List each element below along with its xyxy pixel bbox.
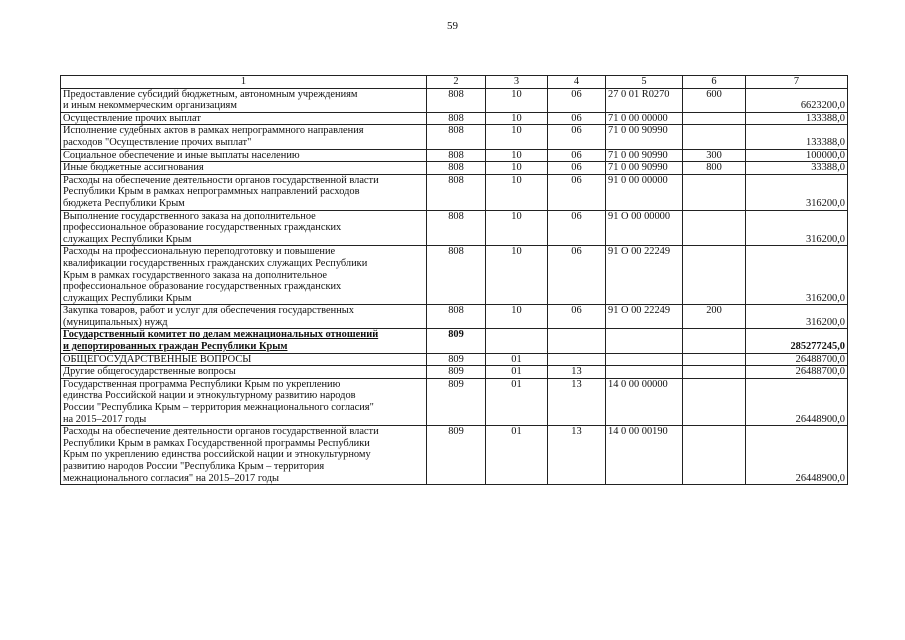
section-cell: 01 <box>486 353 548 366</box>
section-cell: 10 <box>486 125 548 149</box>
row-name-cell: Социальное обеспечение и иные выплаты населению <box>61 149 427 162</box>
row-name-cell: Другие общегосударственные вопросы <box>61 366 427 379</box>
section-cell: 10 <box>486 88 548 112</box>
amount-cell: 26448900,0 <box>746 426 848 485</box>
subsection-cell: 13 <box>548 366 606 379</box>
table-row <box>61 305 848 329</box>
expense-type-cell <box>683 366 746 379</box>
budget-table <box>60 75 848 485</box>
column-header: 2 <box>427 76 486 89</box>
table-row <box>61 210 848 246</box>
section-cell: 10 <box>486 162 548 175</box>
expense-type-cell: 300 <box>683 149 746 162</box>
main-manager-code-cell: 808 <box>427 162 486 175</box>
amount-cell: 133388,0 <box>746 112 848 125</box>
expense-type-cell: 600 <box>683 88 746 112</box>
main-manager-code-cell: 809 <box>427 426 486 485</box>
table-row <box>61 162 848 175</box>
amount-cell: 100000,0 <box>746 149 848 162</box>
target-article-cell: 91 О 00 22249 <box>606 246 683 305</box>
row-name-cell: ОБЩЕГОСУДАРСТВЕННЫЕ ВОПРОСЫ <box>61 353 427 366</box>
target-article-cell: 71 0 00 00000 <box>606 112 683 125</box>
table-row <box>61 246 848 305</box>
target-article-cell: 91 0 00 00000 <box>606 174 683 210</box>
main-manager-code-cell: 809 <box>427 366 486 379</box>
row-name-cell: Осуществление прочих выплат <box>61 112 427 125</box>
target-article-cell: 14 0 00 00190 <box>606 426 683 485</box>
expense-type-cell: 800 <box>683 162 746 175</box>
table-row <box>61 378 848 425</box>
amount-cell: 316200,0 <box>746 174 848 210</box>
table-row <box>61 149 848 162</box>
table-row <box>61 112 848 125</box>
subsection-cell: 13 <box>548 426 606 485</box>
amount-cell: 26488700,0 <box>746 366 848 379</box>
amount-cell: 316200,0 <box>746 246 848 305</box>
expense-type-cell <box>683 378 746 425</box>
row-name-cell: Государственный комитет по делам межнациональных отношений и депортированных граждан Республики Крым <box>61 329 427 353</box>
amount-cell: 33388,0 <box>746 162 848 175</box>
column-header: 7 <box>746 76 848 89</box>
expense-type-cell <box>683 353 746 366</box>
subsection-cell: 06 <box>548 88 606 112</box>
column-header: 5 <box>606 76 683 89</box>
subsection-cell: 06 <box>548 210 606 246</box>
page-number: 59 <box>447 20 458 32</box>
section-cell: 10 <box>486 246 548 305</box>
section-cell: 01 <box>486 378 548 425</box>
subsection-cell <box>548 329 606 353</box>
expense-type-cell <box>683 125 746 149</box>
expense-type-cell: 200 <box>683 305 746 329</box>
column-header: 4 <box>548 76 606 89</box>
row-name-cell: Предоставление субсидий бюджетным, автономным учреждениям и иным некоммерческим организациям <box>61 88 427 112</box>
section-cell: 10 <box>486 149 548 162</box>
column-header: 1 <box>61 76 427 89</box>
section-cell: 01 <box>486 426 548 485</box>
subsection-cell: 06 <box>548 125 606 149</box>
main-manager-code-cell: 808 <box>427 246 486 305</box>
main-manager-code-cell: 808 <box>427 305 486 329</box>
subsection-cell: 13 <box>548 378 606 425</box>
target-article-cell: 91 О 00 00000 <box>606 210 683 246</box>
table-row <box>61 366 848 379</box>
table-row <box>61 174 848 210</box>
row-name-cell: Расходы на обеспечение деятельности органов государственной власти Республики Крым в рамках непрограммных направлений расходов бюджета Республики Крым <box>61 174 427 210</box>
amount-cell: 316200,0 <box>746 305 848 329</box>
row-name-cell: Государственная программа Республики Крым по укреплению единства Российской нации и этнокультурному развитию народов России "Республика Крым – территория межнационального согласия" на 2015–2017 годы <box>61 378 427 425</box>
table-row <box>61 426 848 485</box>
header-row <box>61 76 848 89</box>
expense-type-cell <box>683 246 746 305</box>
target-article-cell: 91 О 00 22249 <box>606 305 683 329</box>
section-cell: 01 <box>486 366 548 379</box>
amount-cell: 26448900,0 <box>746 378 848 425</box>
main-manager-code-cell: 808 <box>427 88 486 112</box>
amount-cell: 6623200,0 <box>746 88 848 112</box>
row-name-cell: Исполнение судебных актов в рамках непрограммного направления расходов "Осуществление прочих выплат" <box>61 125 427 149</box>
section-cell: 10 <box>486 210 548 246</box>
subsection-cell: 06 <box>548 112 606 125</box>
table-row <box>61 125 848 149</box>
amount-cell: 316200,0 <box>746 210 848 246</box>
table-row <box>61 329 848 353</box>
subsection-cell: 06 <box>548 174 606 210</box>
expense-type-cell <box>683 174 746 210</box>
target-article-cell <box>606 366 683 379</box>
target-article-cell: 71 0 00 90990 <box>606 162 683 175</box>
expense-type-cell <box>683 329 746 353</box>
expense-type-cell <box>683 426 746 485</box>
target-article-cell <box>606 329 683 353</box>
row-name-cell: Закупка товаров, работ и услуг для обеспечения государственных (муниципальных) нужд <box>61 305 427 329</box>
main-manager-code-cell: 808 <box>427 174 486 210</box>
expense-type-cell <box>683 210 746 246</box>
target-article-cell <box>606 353 683 366</box>
main-manager-code-cell: 808 <box>427 112 486 125</box>
expense-type-cell <box>683 112 746 125</box>
target-article-cell: 71 0 00 90990 <box>606 149 683 162</box>
target-article-cell: 27 0 01 R0270 <box>606 88 683 112</box>
table-row <box>61 353 848 366</box>
row-name-cell: Иные бюджетные ассигнования <box>61 162 427 175</box>
amount-cell: 26488700,0 <box>746 353 848 366</box>
table-row <box>61 88 848 112</box>
target-article-cell: 71 0 00 90990 <box>606 125 683 149</box>
row-name-cell: Расходы на обеспечение деятельности органов государственной власти Республики Крым в рамках Государственной программы Республики Крым по укреплению единства российской нации и этнокультурному развитию народов России "Республика Крым – территория межнационального согласия" на 2015–2017 годы <box>61 426 427 485</box>
target-article-cell: 14 0 00 00000 <box>606 378 683 425</box>
main-manager-code-cell: 809 <box>427 353 486 366</box>
main-manager-code-cell: 809 <box>427 378 486 425</box>
subsection-cell: 06 <box>548 246 606 305</box>
subsection-cell <box>548 353 606 366</box>
column-header: 6 <box>683 76 746 89</box>
main-manager-code-cell: 809 <box>427 329 486 353</box>
subsection-cell: 06 <box>548 162 606 175</box>
main-manager-code-cell: 808 <box>427 210 486 246</box>
row-name-cell: Расходы на профессиональную переподготовку и повышение квалификации государственных гражданских служащих Республики Крым в рамках государственного заказа на дополнительное профессиональное образование государственных гражданских служащих Республики Крым <box>61 246 427 305</box>
row-name-cell: Выполнение государственного заказа на дополнительное профессиональное образование государственных гражданских служащих Республики Крым <box>61 210 427 246</box>
column-header: 3 <box>486 76 548 89</box>
main-manager-code-cell: 808 <box>427 125 486 149</box>
amount-cell: 285277245,0 <box>746 329 848 353</box>
subsection-cell: 06 <box>548 305 606 329</box>
amount-cell: 133388,0 <box>746 125 848 149</box>
main-manager-code-cell: 808 <box>427 149 486 162</box>
section-cell: 10 <box>486 112 548 125</box>
section-cell: 10 <box>486 305 548 329</box>
subsection-cell: 06 <box>548 149 606 162</box>
section-cell: 10 <box>486 174 548 210</box>
section-cell <box>486 329 548 353</box>
